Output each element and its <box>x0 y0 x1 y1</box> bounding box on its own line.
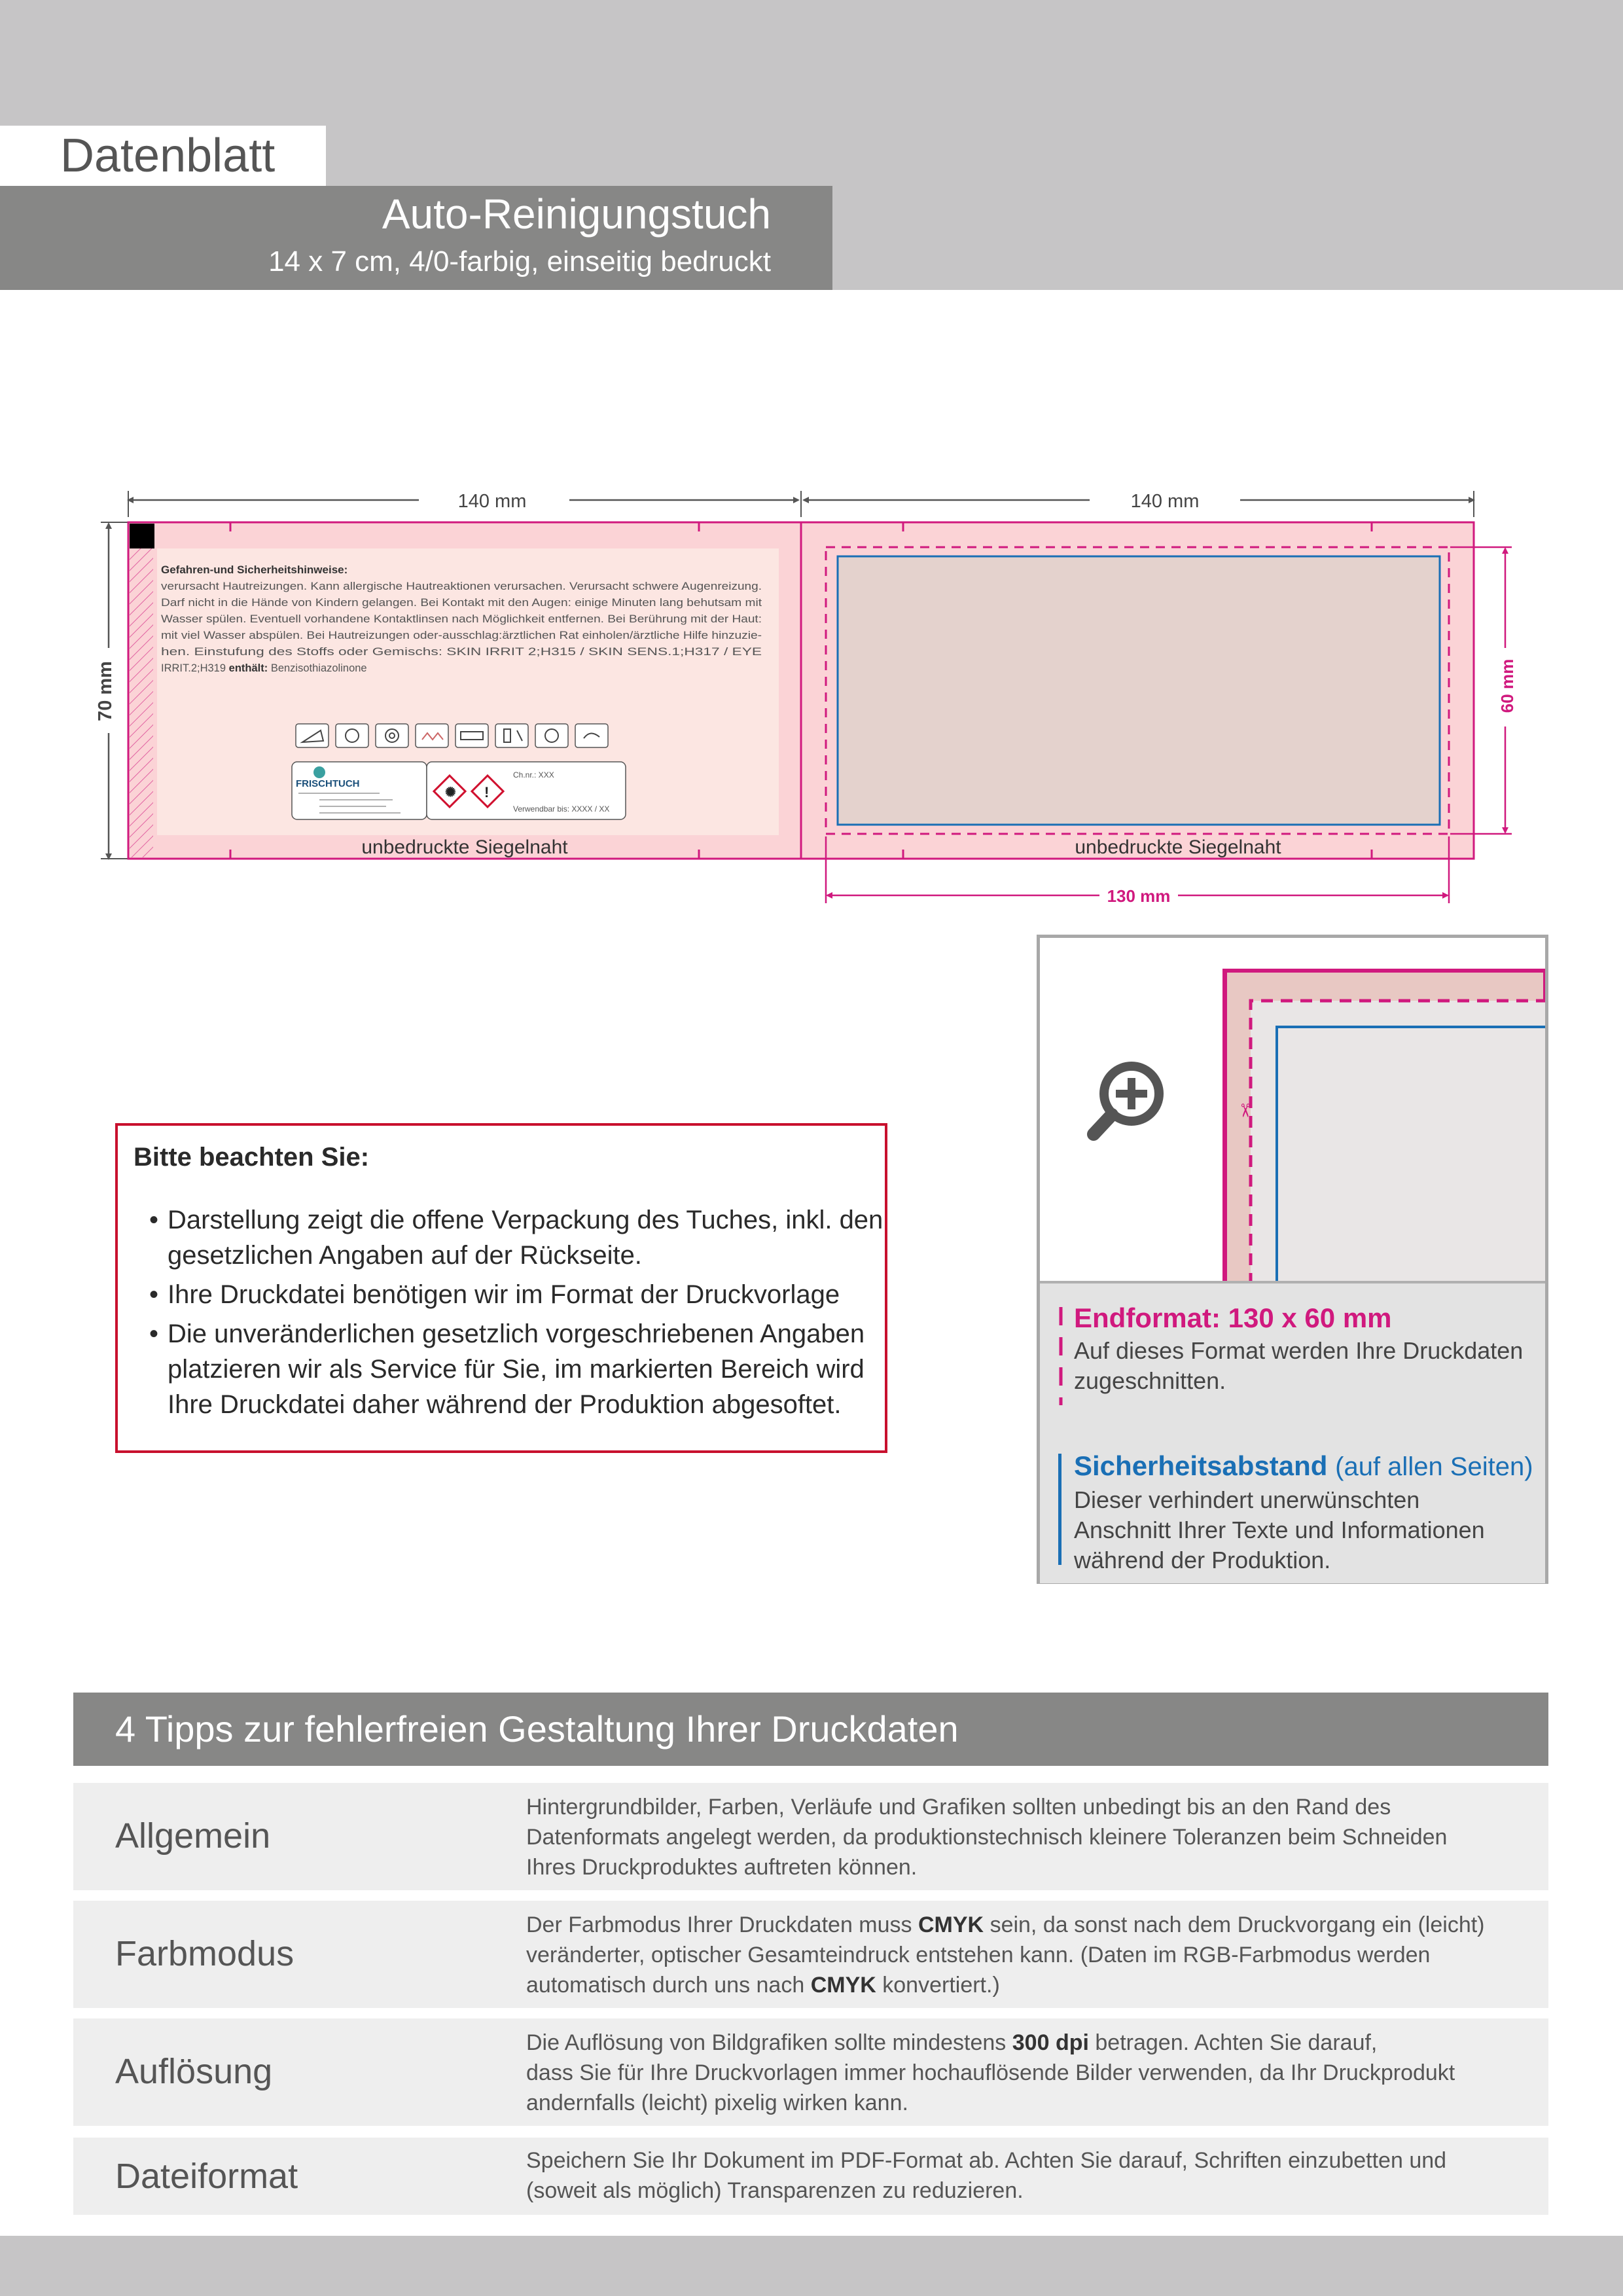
packaging-diagram <box>0 458 1623 929</box>
notice-item-3: • Die unveränderlichen gesetzlich vorgeschriebenen Angaben platzieren wir als Service für Sie, im markierten Bereich wird Ihre Druckdatei daher während der Produktion abgesoftet. <box>149 1319 865 1419</box>
width-label-right: 140 mm <box>1130 491 1200 512</box>
svg-text:IRRIT.2;H319 enthält: Benzisot <box>161 662 367 674</box>
legend-marker-blue <box>1058 1454 1061 1565</box>
hazard-line-5: hen. Einstufung des Stoffs oder Gemischs: SKIN IRRIT 2;H315 / SKIN SENS.1;H317 / EYE <box>161 646 762 658</box>
notice-title: Bitte beachten Sie: <box>134 1143 370 1172</box>
print-area <box>838 556 1440 825</box>
hazard-line-3: Wasser spülen. Eventuell vorhandene Kontaktlinsen nach Möglichkeit entfernen. Bei Berührung mit der Haut: <box>161 613 762 625</box>
zoom-detail-box <box>1037 935 1548 1584</box>
scissors-icon: ✂ <box>1234 1103 1256 1119</box>
width-label-left: 140 mm <box>457 491 527 512</box>
notice-item-2: • Ihre Druckdatei benötigen wir im Format der Druckvorlage <box>149 1280 840 1309</box>
footer-band <box>0 2236 1623 2296</box>
svg-text:!: ! <box>484 784 490 800</box>
hazard-line-2: Darf nicht in die Hände von Kindern gelangen. Bei Kontakt mit den Augen: einige Minuten lang behutsam mit <box>161 597 762 609</box>
safety-title: Sicherheitsabstand (auf allen Seiten) <box>1074 1450 1533 1481</box>
tip-label: Allgemein <box>115 1816 271 1856</box>
magnifier-icon <box>1094 1066 1159 1134</box>
tip-text: Hintergrundbilder, Farben, Verläufe und Grafiken sollten unbedingt bis an den Rand des Datenformats angelegt werden, da produktionstechnisch kleinere Toleranzen beim Schneiden Ihres Druckproduktes auftreten können. <box>526 1795 1448 1880</box>
height-label: 70 mm <box>95 661 116 721</box>
tip-row-farbmodus <box>73 1901 1548 2008</box>
tip-text: Die Auflösung von Bildgrafiken sollte mindestens 300 dpi betragen. Achten Sie darauf, dass Sie für Ihre Druckvorlagen immer hochauflösende Bilder verwenden, da Ihr Druckprodukt andernfalls (leicht) pixelig wirken kann. <box>526 2030 1455 2115</box>
hazard-line-6: IRRIT.2;H319 <box>161 662 226 674</box>
tips-title: 4 Tipps zur fehlerfreien Gestaltung Ihrer Druckdaten <box>115 1708 959 1749</box>
logo-icon <box>313 766 325 778</box>
product-subtitle: 14 x 7 cm, 4/0-farbig, einseitig bedruckt <box>268 245 771 278</box>
tip-row-dateiformat <box>73 2138 1548 2215</box>
legend-panel <box>1040 1281 1545 1583</box>
hazard-line-4: mit viel Wasser abspülen. Bei Hautreizungen oder-ausschlag:ärztlichen Rat einholen/ärztliche Hilfe hinzuzie- <box>161 630 762 641</box>
final-width-label: 130 mm <box>1107 886 1171 906</box>
product-title: Auto-Reinigungstuch <box>382 190 771 238</box>
seal-label-right: unbedruckte Siegelnaht <box>1075 836 1281 858</box>
tip-text: Der Farbmodus Ihrer Druckdaten muss CMYK sein, da sonst nach dem Druckvorgang ein (leicht) veränderter, optischer Gesamteindruck entstehen kann. (Daten im RGB-Farbmodus werden automatisch durch uns nach CMYK konvertiert.) <box>526 1912 1485 1998</box>
safety-body: Dieser verhindert unerwünschten Anschnitt Ihrer Texte und Informationen während der Produktion. <box>1074 1486 1485 1573</box>
label-expiry: Verwendbar bis: XXXX / XX <box>513 804 610 814</box>
hazard-title: Gefahren-und Sicherheitshinweise: <box>161 564 348 576</box>
label-batch: Ch.nr.: XXX <box>513 770 554 780</box>
tip-label: Farbmodus <box>115 1934 294 1973</box>
logo-text: FRISCHTUCH <box>296 778 360 789</box>
tip-label: Auflösung <box>115 2052 273 2091</box>
tip-row-aufloesung <box>73 2018 1548 2126</box>
notice-item-1: • Darstellung zeigt die offene Verpackung des Tuches, inkl. den gesetzlichen Angaben auf der Rückseite. <box>149 1206 883 1270</box>
hazard-line-1: verursacht Hautreizungen. Kann allergische Hautreaktionen verursachen. Verursacht schwere Augenreizung. <box>161 581 762 592</box>
hatched-edge <box>130 524 153 857</box>
seal-label-left: unbedruckte Siegelnaht <box>361 836 568 858</box>
tip-text: Speichern Sie Ihr Dokument im PDF-Format ab. Achten Sie darauf, Schriften einzubetten und (soweit als möglich) Transparenzen zu reduzieren. <box>526 2148 1447 2203</box>
svg-text:✺: ✺ <box>445 785 456 800</box>
legend-marker-magenta <box>1058 1307 1063 1405</box>
notice-box <box>115 1123 887 1453</box>
endformat-title: Endformat: 130 x 60 mm <box>1074 1302 1392 1333</box>
hazard-tail: Benzisothiazolinone <box>270 662 367 674</box>
logo-box <box>292 762 427 819</box>
datasheet-title: Datenblatt <box>60 130 276 182</box>
registration-mark <box>130 524 154 548</box>
tip-label: Dateiformat <box>115 2157 298 2196</box>
endformat-body: Auf dieses Format werden Ihre Druckdaten zugeschnitten. <box>1074 1337 1524 1394</box>
tip-row-allgemein <box>73 1783 1548 1890</box>
zoom-detail-illustration <box>1040 938 1545 1281</box>
final-height-label: 60 mm <box>1497 658 1517 713</box>
hazard-bold: enthält: <box>228 662 268 674</box>
